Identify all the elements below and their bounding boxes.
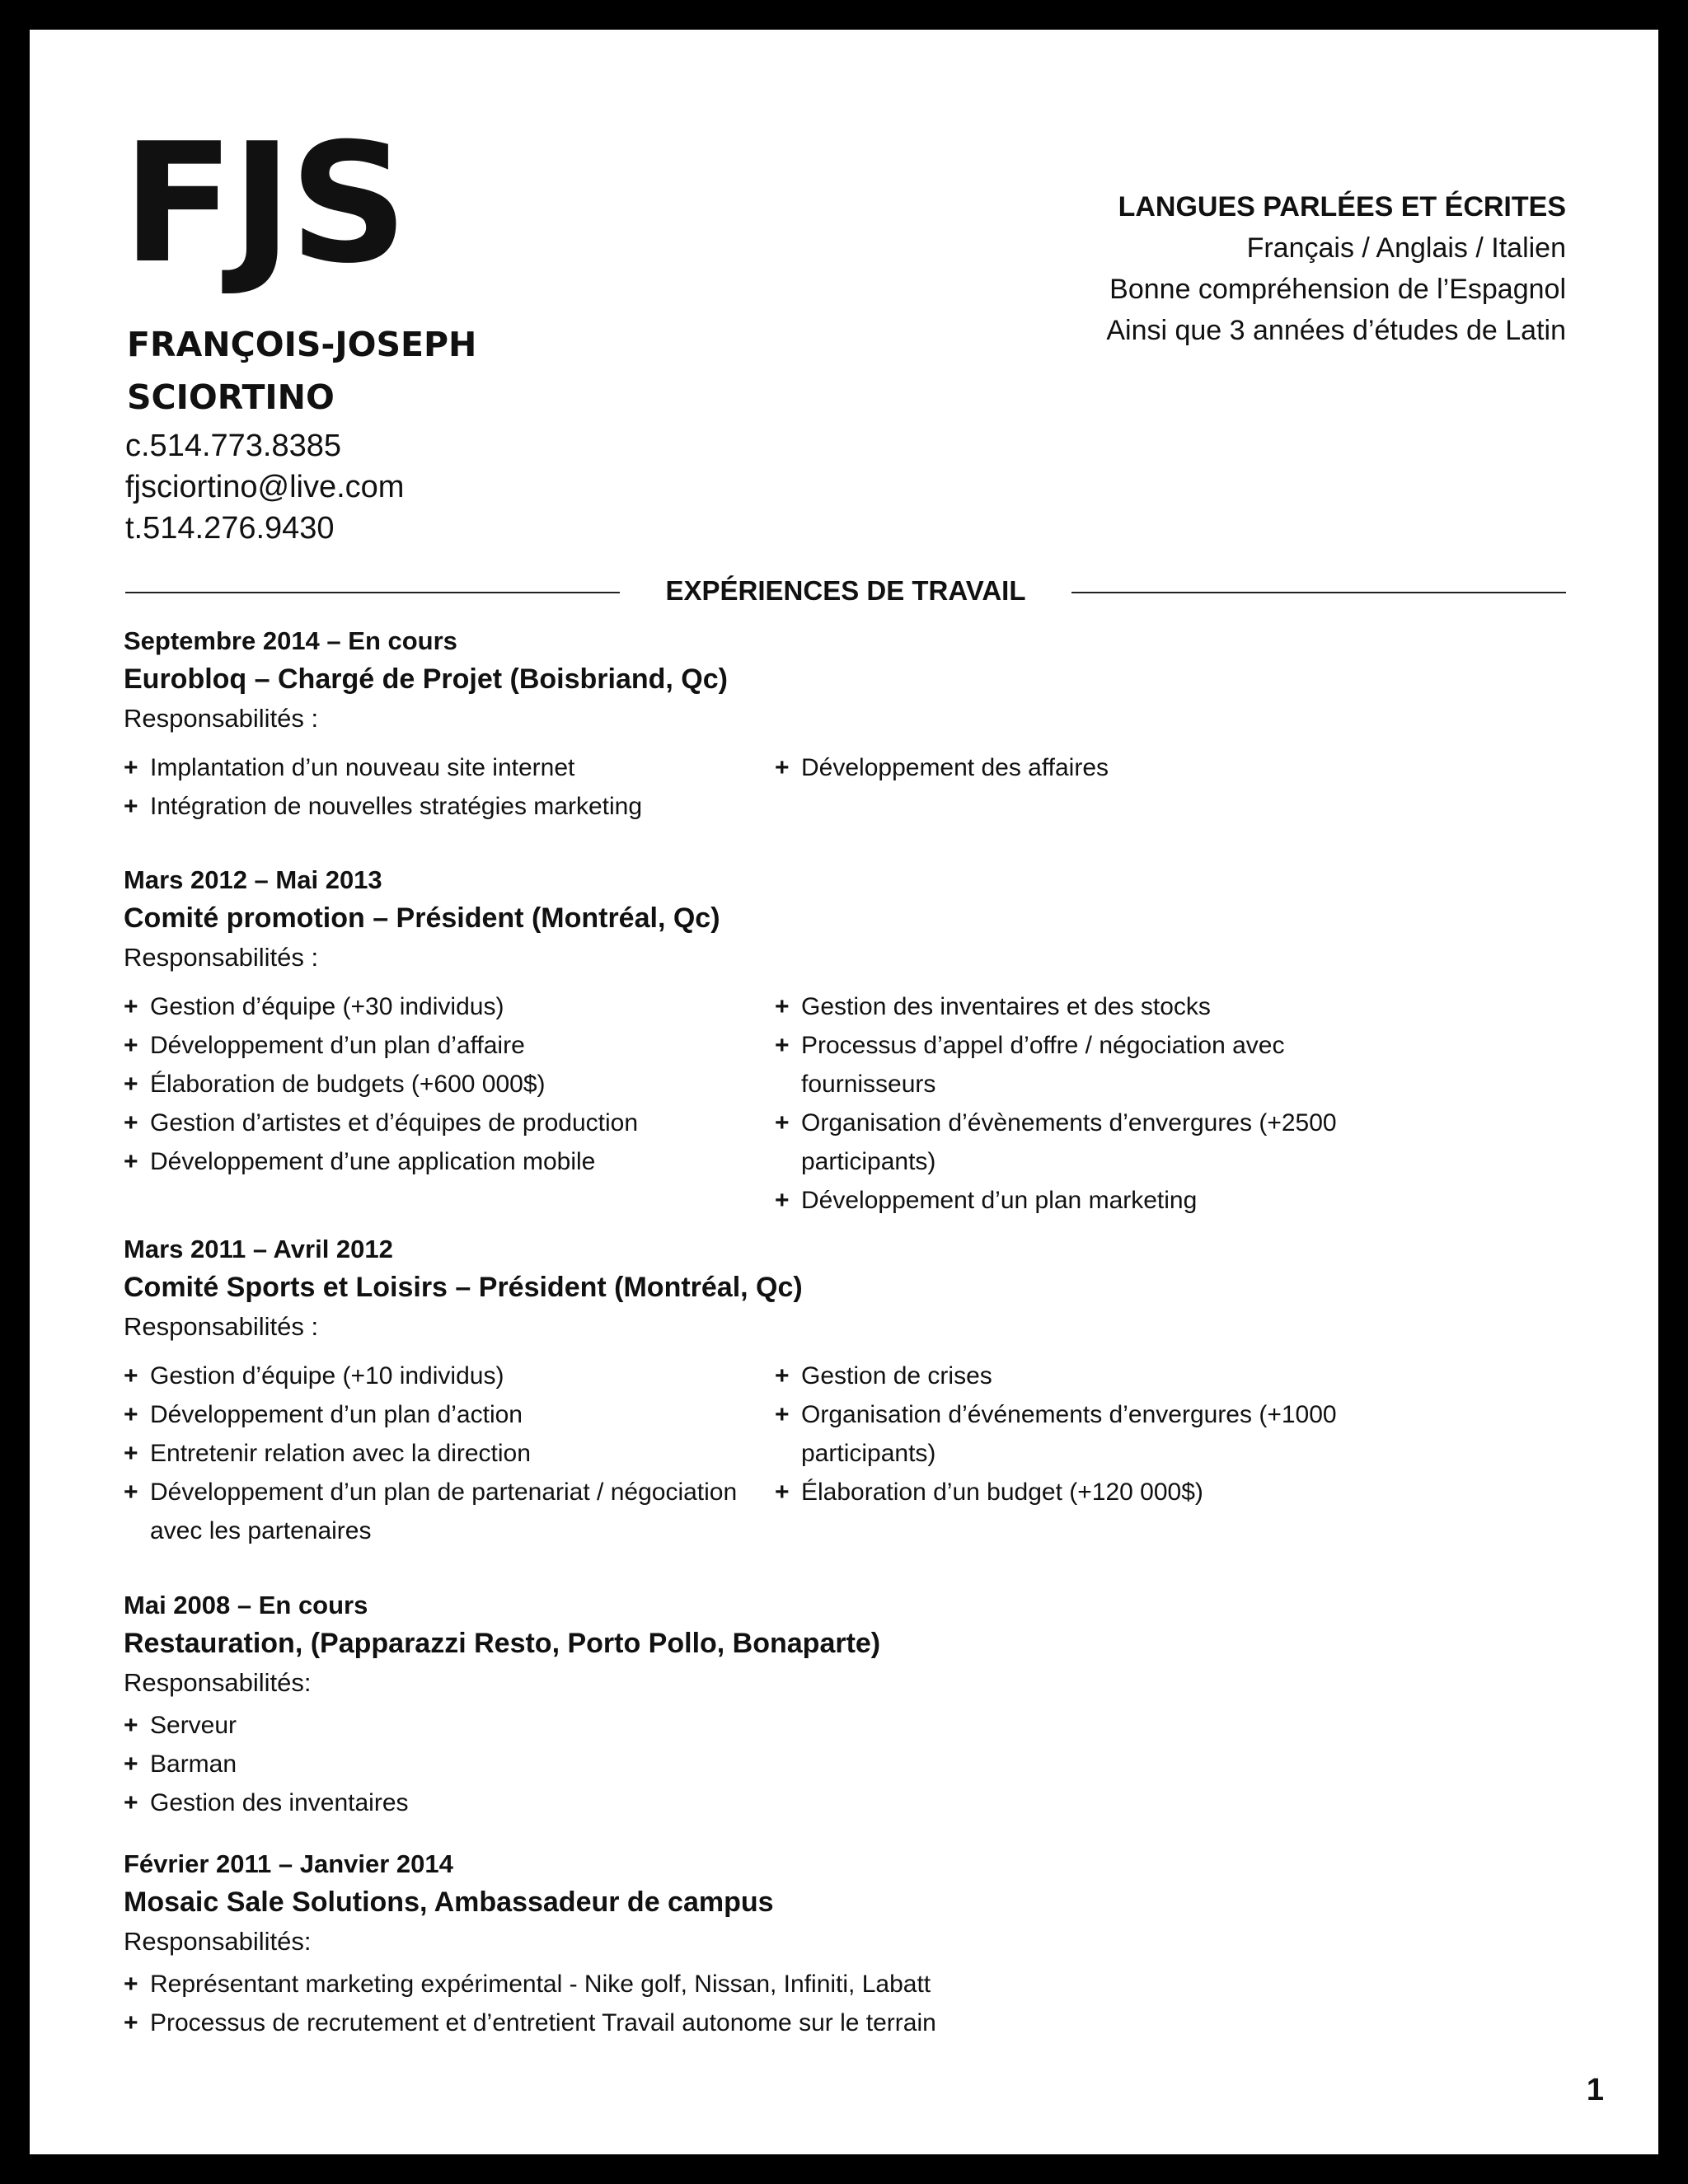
list-item: + Développement des affaires [775,748,1418,787]
job-title: Comité promotion – Président (Montréal, Qc) [124,902,720,934]
section-title: EXPÉRIENCES DE TRAVAIL [665,575,1026,606]
monogram: FJS [122,108,406,300]
resume-page [30,30,1658,2154]
list-item: + Gestion des inventaires et des stocks [775,987,1418,1026]
plus-icon: + [775,1032,790,1059]
list-item: + Élaboration de budgets (+600 000$) [124,1065,767,1104]
list-item: + Élaboration d’un budget (+120 000$) [775,1473,1418,1511]
list-item: + Organisation d’événements d’envergures (+1000 participants) [775,1395,1418,1473]
email: fjsciortino@live.com [125,470,405,504]
section-header [125,574,1566,615]
plus-icon: + [124,1109,138,1137]
plus-icon: + [124,2009,138,2036]
responsibilities-label: Responsabilités: [124,1927,312,1956]
language-line: Bonne compréhension de l’Espagnol [1109,274,1566,305]
job-entry [124,1846,1574,2042]
plus-icon: + [124,1712,138,1739]
plus-icon: + [124,1032,138,1059]
plus-icon: + [124,1401,138,1428]
plus-icon: + [124,793,138,820]
list-item: + Organisation d’évènements d’envergures (+2500 participants) [775,1104,1418,1181]
responsibilities-label: Responsabilités : [124,704,319,733]
plus-icon: + [775,1109,790,1137]
job-date: Mai 2008 – En cours [124,1591,368,1619]
list-item: + Processus d’appel d’offre / négociation avec fournisseurs [775,1026,1418,1104]
page-number: 1 [1586,2073,1604,2107]
list-item: + Développement d’un plan marketing [775,1181,1418,1220]
plus-icon: + [124,1479,138,1506]
plus-icon: + [775,754,790,781]
plus-icon: + [775,1401,790,1428]
language-line: Français / Anglais / Italien [1246,232,1566,264]
name-line-1: FRANÇOIS-JOSEPH [127,325,477,364]
plus-icon: + [124,993,138,1020]
list-item: + Processus de recrutement et d’entretient Travail autonome sur le terrain [124,2004,1278,2042]
plus-icon: + [775,993,790,1020]
plus-icon: + [124,1440,138,1467]
list-item: + Gestion d’artistes et d’équipes de production [124,1104,767,1142]
plus-icon: + [124,1148,138,1175]
responsibilities-label: Responsabilités: [124,1668,312,1697]
job-entry [124,862,1574,1214]
cell-phone: c.514.773.8385 [125,429,342,463]
list-item: + Développement d’un plan d’action [124,1395,767,1434]
list-item: + Développement d’un plan de partenariat / négociation avec les partenaires [124,1473,767,1550]
responsibilities-label: Responsabilités : [124,1312,319,1341]
plus-icon: + [124,1789,138,1816]
responsibilities-label: Responsabilités : [124,943,319,972]
list-item: + Développement d’un plan d’affaire [124,1026,767,1065]
plus-icon: + [124,1750,138,1778]
plus-icon: + [775,1187,790,1214]
list-item: + Gestion d’équipe (+10 individus) [124,1357,767,1395]
plus-icon: + [124,1362,138,1390]
plus-icon: + [775,1479,790,1506]
plus-icon: + [124,754,138,781]
phone: t.514.276.9430 [125,511,335,546]
language-line: Ainsi que 3 années d’études de Latin [1106,315,1566,346]
list-item: + Entretenir relation avec la direction [124,1434,767,1473]
full-name [127,318,476,424]
list-item: + Serveur [124,1706,767,1745]
job-date: Septembre 2014 – En cours [124,626,457,655]
list-item: + Gestion d’équipe (+30 individus) [124,987,767,1026]
job-entry [124,1587,1574,1822]
responsibilities-list [124,1706,1574,1822]
job-title: Comité Sports et Loisirs – Président (Montréal, Qc) [124,1272,803,1303]
list-item: + Gestion de crises [775,1357,1418,1395]
list-item: + Représentant marketing expérimental - Nike golf, Nissan, Infiniti, Labatt [124,1965,1278,2004]
plus-icon: + [124,1071,138,1098]
job-date: Mars 2011 – Avril 2012 [124,1235,393,1263]
plus-icon: + [775,1362,790,1390]
job-title: Eurobloq – Chargé de Projet (Boisbriand, Qc) [124,663,728,695]
responsibilities-list [124,1965,1574,2042]
list-item: + Gestion des inventaires [124,1783,767,1822]
job-title: Restauration, (Papparazzi Resto, Porto Pollo, Bonaparte) [124,1628,881,1659]
list-item: + Intégration de nouvelles stratégies marketing [124,787,767,826]
languages-block [1106,186,1566,351]
languages-title: LANGUES PARLÉES ET ÉCRITES [1118,191,1566,223]
job-entry [124,1231,1574,1544]
contact-info [125,425,404,549]
list-item: + Développement d’une application mobile [124,1142,767,1181]
list-item: + Implantation d’un nouveau site internet [124,748,767,787]
job-entry [124,623,1574,820]
list-item: + Barman [124,1745,767,1783]
job-date: Mars 2012 – Mai 2013 [124,865,382,894]
job-title: Mosaic Sale Solutions, Ambassadeur de campus [124,1886,774,1918]
plus-icon: + [124,1971,138,1998]
job-date: Février 2011 – Janvier 2014 [124,1849,453,1878]
name-line-2: SCIORTINO [127,377,335,417]
divider-right [1071,592,1566,593]
